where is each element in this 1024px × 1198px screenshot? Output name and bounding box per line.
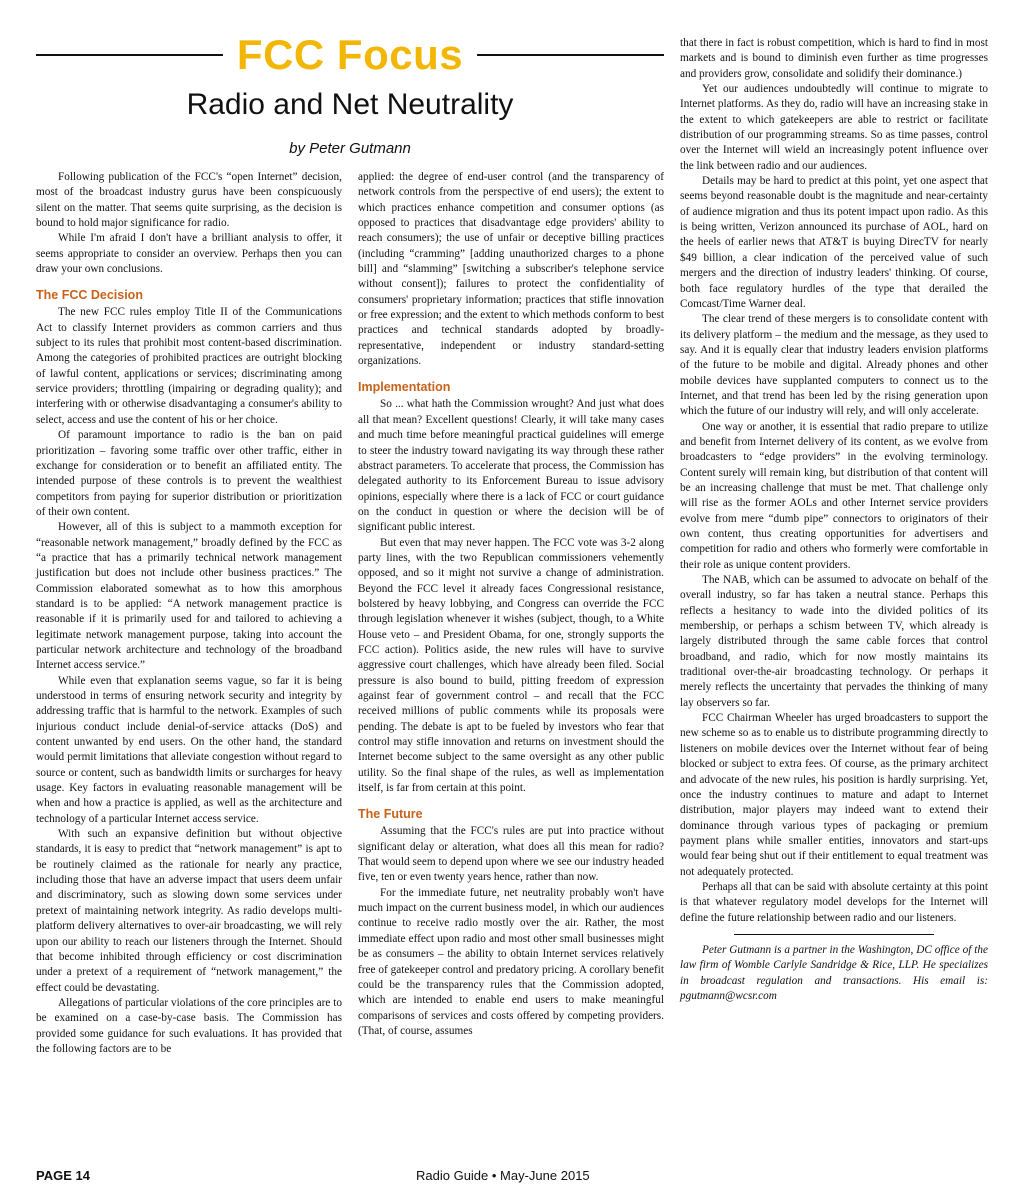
- article-headline: Radio and Net Neutrality: [186, 88, 514, 121]
- paragraph: With such an expansive definition but without objective standards, it is easy to predict that “network management” is apt to be routinely claimed as the rationale for nearly any practice, including those that have an adverse impact that users deem unfair and discriminatory, such as slowing down some services under pretext of maintaining network integrity. As radio develops multi-platform delivery alternatives to over-air broadcasting, we will rely upon our ability to reach our listeners through the Internet. Should that become inhibited through efficiency or cost discrimination under a pretext of a requirement of “network management,” the effect could be devastating.: [36, 828, 342, 994]
- section-masthead: [36, 30, 664, 80]
- publication-info: Radio Guide • May-June 2015: [416, 1168, 590, 1183]
- paragraph: Yet our audiences undoubtedly will continue to migrate to Internet platforms. As they do, radio will have an increasing stake in the extent to which gatekeepers are able to restrict or facilitate distribution of our programming streams. So as time passes, control over the Internet will wield an increasingly potent influence over the link between radio and our audiences.: [680, 83, 988, 172]
- masthead-right-rule: [477, 54, 664, 56]
- bio-divider: [734, 934, 934, 935]
- paragraph: So ... what hath the Commission wrought? And just what does all that mean? Excellent questions! Clearly, it will take many cases and much time before meaningful practical guidelines will emerge to steer the industry toward navigating its way through these rather abstract parameters. To accelerate that process, the Commission has delegated authority to its Enforcement Bureau to issue advisory opinions, especially where there is a lack of FCC or court guidance on the conduct in question or where the decision will be of significant public interest.: [358, 398, 664, 534]
- paragraph: One way or another, it is essential that radio prepare to utilize and benefit from Internet delivery of its content, as we evolve from broadcasters to “edge providers” in the evolving terminology. Content surely will remain king, but distribution of that content will be an increasing challenge that must be met. That challenge only will rise as the former AOLs and other Internet service providers evolve from mere “dumb pipe” connectors to originators of their own content, thus creating opportunities for advertisers and competition for radio and others who formerly were comfortable in their role as unique content providers.: [680, 420, 988, 571]
- paragraph: While even that explanation seems vague, so far it is being understood in terms of ensuring network security and integrity by addressing traffic that is harmful to the network. Examples of such injurious conduct include denial-of-service attacks (DoS) and content unwanted by end users. On the other hand, the standard would permit limitations that alleviate congestion without regard to source or content, such as bandwidth limits or surcharges for heavy usage. Key factors in evaluating reasonable management will be when and how a practice is applied, as well as the architecture and technology of a particular Internet access service.: [36, 674, 342, 825]
- paragraph: Assuming that the FCC's rules are put into practice without significant delay or alteration, what does all this mean for radio? That would seem to depend upon where we see our industry headed five, ten or even twenty years hence, rather than now.: [358, 825, 664, 884]
- paragraph: The clear trend of these mergers is to consolidate content with its delivery platform – the medium and the message, as they used to say. And it is equally clear that industry leaders envision platforms of the future to be mobile and digital. Already phones and other mobile devices have supplanted computers to connect us to the Internet, and that trend has been led by the rising generation upon which the future of our industry will rely, and will only accelerate.: [680, 313, 988, 418]
- paragraph: While I'm afraid I don't have a brilliant analysis to offer, it seems appropriate to consider an overview. Perhaps then you can draw your own conclusions.: [36, 232, 342, 276]
- paragraph: But even that may never happen. The FCC vote was 3-2 along party lines, with the two Republican commissioners vehemently opposed, and so it might not survive a change of administration. Beyond the FCC level it already faces Congressional resistance, bolstered by heavy lobbying, and Congress can override the FCC through legislation whenever it wishes (subject, though, to a White House veto – and President Obama, for one, strongly supports the FCC action). Politics aside, the new rules will have to survive aggressive court challenges, which have already been filed. Social pressure is also bound to build, pitting freedom of expression against fear of government control – and recall that the FCC received millions of public comments while its proposals were pending. The debate is apt to be fueled by investors who fear that control may stifle innovation and returns on investment should the Internet become subject to the same oversight as any other public utility. So the final shape of the rules, as well as implementation itself, is far from certain at this point.: [358, 536, 664, 795]
- paragraph: The new FCC rules employ Title II of the Communications Act to classify Internet providers as common carriers and thus subject to its rules that prohibit most content-based discrimination. Among the categories of prohibited practices are outright blocking of lawful content, applications or services; discriminating among service providers; throttling (impairing or degrading quality); and interfering with or otherwise disadvantaging a consumer's ability to select, access and use the content of his or her choice.: [36, 306, 342, 426]
- paragraph: Allegations of particular violations of the core principles are to be examined on a case-by-case basis. The Commission has provided some guidance for such evaluations. It has provided that the following factors are to be: [36, 996, 342, 1055]
- article-column-2: [358, 170, 664, 1160]
- page-number: PAGE 14: [36, 1168, 90, 1183]
- paragraph: Of paramount importance to radio is the ban on paid prioritization – favoring some traffic over other traffic, either in exchange for consideration or to benefit an affiliated entity. The intended purpose of these controls is to prevent the wealthiest competitors from paying for superior distribution or prioritization of their own content.: [36, 429, 342, 518]
- author-bio: Peter Gutmann is a partner in the Washington, DC office of the law firm of Womble Carlyle Sandridge & Rice, LLP. He specializes in broadcast regulation and transactions. His email is: pgutmann@wcsr.com: [680, 943, 988, 1002]
- paragraph: that there in fact is robust competition, which is hard to find in most markets and is bound to diminish even further as time progresses and providers grow, consolidate and solidify their dominance.): [680, 37, 988, 80]
- subheading-future: The Future: [358, 807, 423, 822]
- paragraph: The NAB, which can be assumed to advocate on behalf of the overall industry, so far has taken a neutral stance. Perhaps this reflects a hesitancy to wade into the divided politics of its membership, or perhaps a schism between TV, which already is largely distributed through the same cable forces that control broadband, and radio, which for now mostly maintains its traditional over-the-air broadcasting technology. Or perhaps it merely reflects the uncertainty that pervades the thinking of many lay observers so far.: [680, 574, 988, 709]
- article-byline: by Peter Gutmann: [289, 140, 411, 157]
- paragraph: FCC Chairman Wheeler has urged broadcasters to support the new scheme so as to enable us to distribute programming directly to listeners on mobile devices over the Internet without fear of being blocked or subject to extra fees. Of course, as the primary architect and advocate of the new rules, his position is hardly surprising. Yet, once the industry continues to mature and adapt to Internet distribution, major players may indeed want to extend their dominance through various types of packaging or premium payment plans while smaller entities, innovators and start-ups would fear being shut out if their entitlement to equal treatment was not adequately protected.: [680, 712, 988, 878]
- article-column-3: [680, 36, 988, 1160]
- paragraph: Perhaps all that can be said with absolute certainty at this point is that whatever regulatory model develops for the Internet will define the future relationship between radio and our listeners.: [680, 880, 988, 924]
- page-footer: [36, 1168, 988, 1188]
- paragraph: However, all of this is subject to a mammoth exception for “reasonable network management,” broadly defined by the FCC as “a practice that has a primarily technical network management justification but does not include other business practices.” The Commission elaborated somewhat as to how this amorphous standard is to be applied: “A network management practice is reasonable if it is primarily used for and tailored to achieving a legitimate network management purpose, taking into account the particular network architecture and technology of the broadband Internet access service.”: [36, 521, 342, 672]
- article-column-1: [36, 170, 342, 1160]
- subheading-fcc-decision: The FCC Decision: [36, 288, 143, 303]
- masthead-left-rule: [36, 54, 223, 56]
- paragraph: Details may be hard to predict at this point, yet one aspect that seems beyond reasonable doubt is the magnitude and near-certainty of audience migration and thus its potent impact upon radio. As this is being written, Verizon announced its purchase of AOL, hard on the heels of earlier news that AT&T is buying DirecTV for nearly $49 billion, a clear indication of the perceived value of such mergers and the direction of industry leaders' thinking. Of course, both face regulatory hurdles of the type that derailed the Comcast/Time Warner deal.: [680, 175, 988, 310]
- paragraph: For the immediate future, net neutrality probably won't have much impact on the current business model, in which our audiences continue to receive radio mostly over the air. Rather, the most immediate effect upon radio and most other small businesses might be as consumers – the ability to obtain Internet services relatively free of gatekeeper control and predatory pricing. A corollary benefit could be the transparency rules that the Commission adopted, which are intended to enable end users to make meaningful comparisons of services and costs offered by competing providers. (That, of course, assumes: [358, 886, 664, 1037]
- section-title: FCC Focus: [236, 31, 464, 78]
- paragraph: Following publication of the FCC's “open Internet” decision, most of the broadcast industry gurus have been conspicuously silent on the matter. That seems quite surprising, as the decision is bound to hold major significance for radio.: [36, 171, 342, 230]
- subheading-implementation: Implementation: [358, 380, 451, 395]
- paragraph: applied: the degree of end-user control (and the transparency of network controls from the perspective of end users); the extent to which practices enhance competition and consumer options (as opposed to practices that disadvantage edge providers' ability to reach consumers); the use of unfair or deceptive billing practices (including “cramming” [adding unauthorized charges to a phone bill] and “slamming” [switching a subscriber's telephone service without consent]); failures to protect the confidentiality of consumers' proprietary information; practices that stifle innovation or free expression; and the extent to which methods conform to best practices and technical standards adopted by broadly-representative, independent or industry standard-setting organizations.: [358, 171, 664, 368]
